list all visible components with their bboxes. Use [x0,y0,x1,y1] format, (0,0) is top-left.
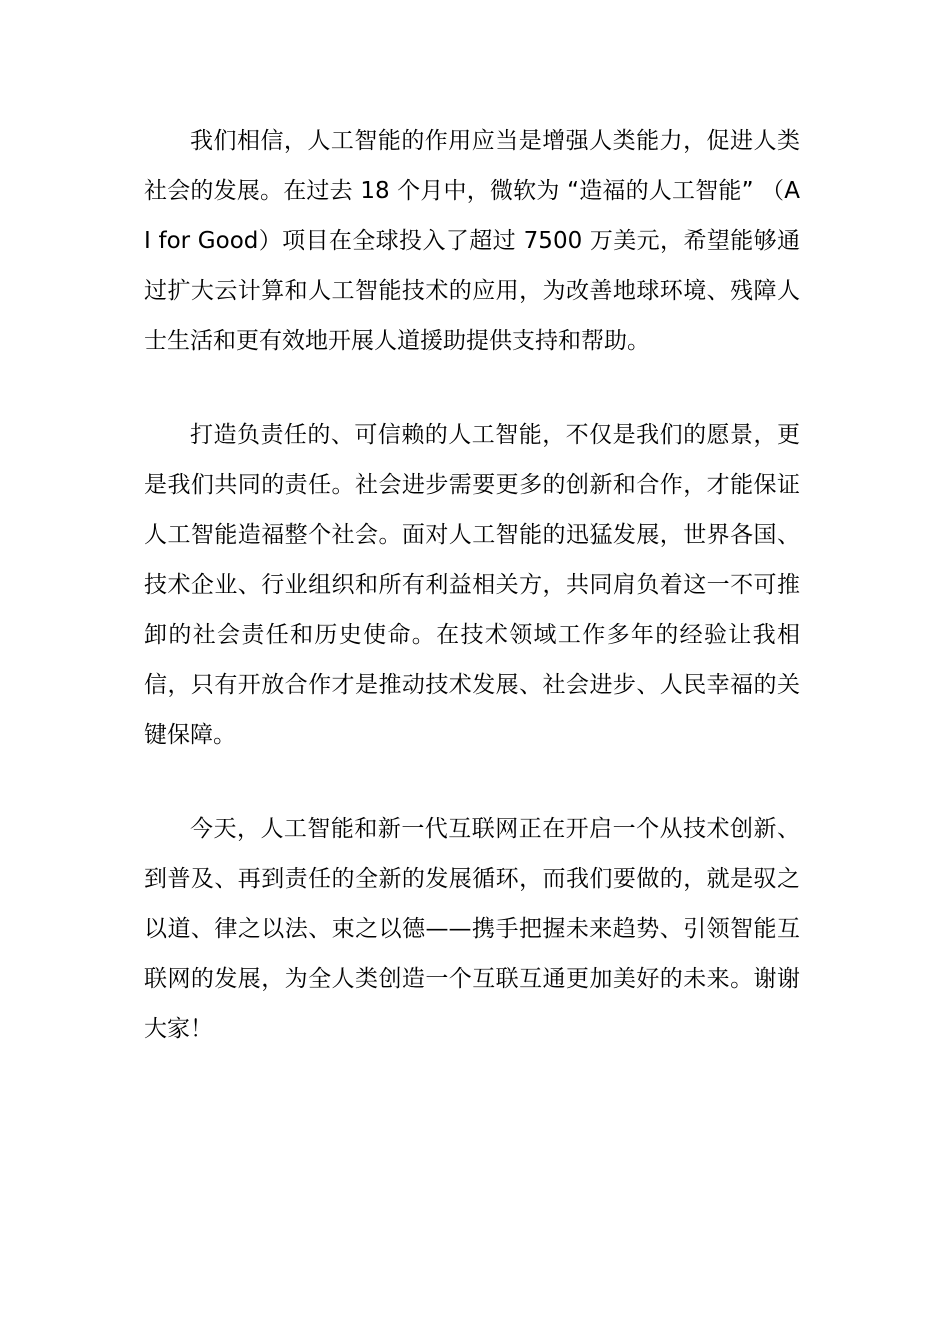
paragraph-closing: 今天，人工智能和新一代互联网正在开启一个从技术创新、到普及、再到责任的全新的发展循环，而我们要做的，就是驭之以道、律之以法、束之以德——携手把握未来趋势、引领智能互联网的发展，为全人类创造一个互联互通更加美好的未来。谢谢大家！ [144,816,800,1042]
body-text [144,116,800,1054]
paragraph-responsibility: 打造负责任的、可信赖的人工智能，不仅是我们的愿景，更是我们共同的责任。社会进步需要更多的创新和合作，才能保证人工智能造福整个社会。面对人工智能的迅猛发展，世界各国、技术企业、行业组织和所有利益相关方，共同肩负着这一不可推卸的社会责任和历史使命。在技术领域工作多年的经验让我相信，只有开放合作才是推动技术发展、社会进步、人民幸福的关键保障。 [144,422,800,748]
paragraph-ai-for-good: 我们相信，人工智能的作用应当是增强人类能力，促进人类社会的发展。在过去 18 个月中，微软为 “造福的人工智能” （AI for Good）项目在全球投入了超过 7500 万美元，希望能够通过扩大云计算和人工智能技术的应用，为改善地球环境、残障人士生活和更有效地开展人道援助提供支持和帮助。 [144,128,800,354]
